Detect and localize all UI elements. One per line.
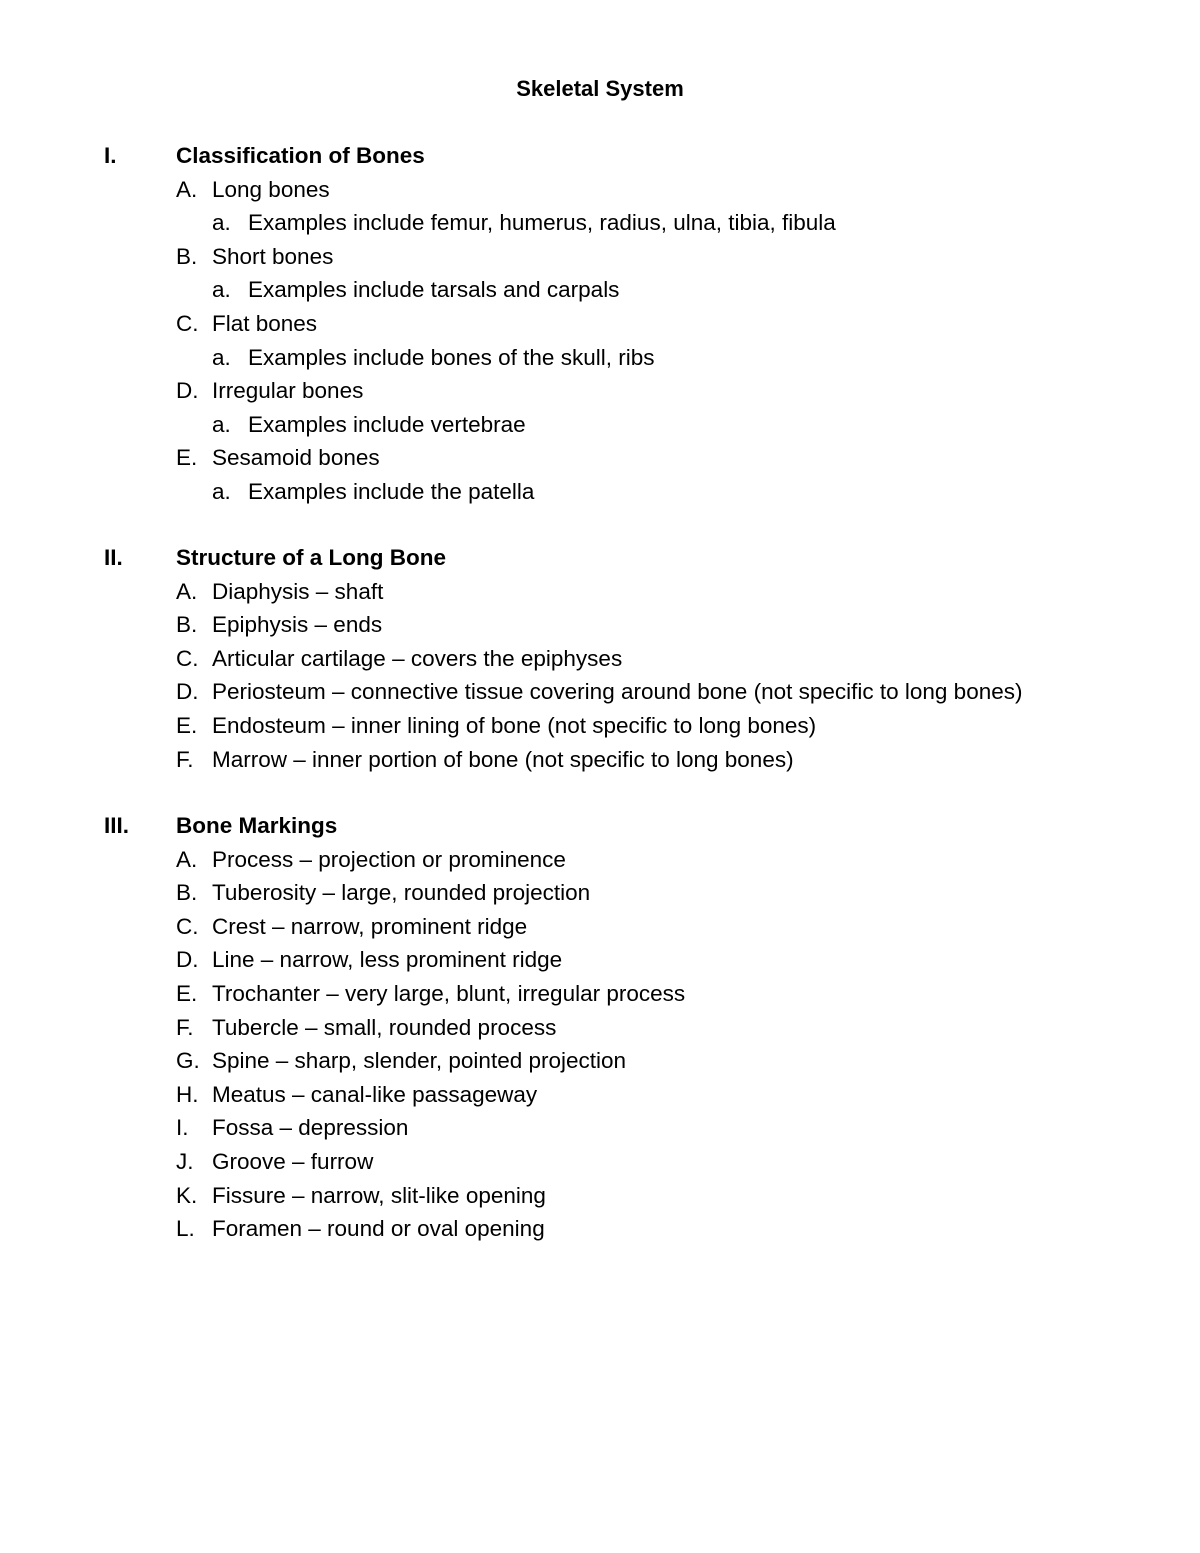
list-item (0, 1212, 1200, 1246)
list-item (0, 910, 1200, 944)
section-heading (0, 809, 1200, 843)
list-item-letter: D. (176, 378, 199, 404)
sub-list-item (0, 475, 1200, 509)
sub-list-item-letter: a. (212, 210, 231, 236)
sub-list-item-text: Examples include femur, humerus, radius, ulna, tibia, fibula (248, 210, 836, 236)
sub-list-item (0, 273, 1200, 307)
list-item-text: Foramen – round or oval opening (212, 1216, 545, 1242)
list-item (0, 1111, 1200, 1145)
list-item-letter: L. (176, 1216, 195, 1242)
list-item (0, 1044, 1200, 1078)
list-item (0, 374, 1200, 408)
section-title: Classification of Bones (176, 143, 425, 168)
list-item (0, 743, 1200, 777)
list-item (0, 876, 1200, 910)
list-item (0, 1145, 1200, 1179)
list-item-text: Endosteum – inner lining of bone (not specific to long bones) (212, 712, 817, 738)
list-item-text: Line – narrow, less prominent ridge (212, 947, 563, 973)
list-item-text: Articular cartilage – covers the epiphyses (212, 645, 623, 671)
sub-list-item-text: Examples include vertebrae (248, 411, 526, 437)
list-item-letter: A. (176, 176, 198, 202)
list-item-letter: F. (176, 746, 194, 772)
sub-list-item-text: Examples include tarsals and carpals (248, 277, 620, 303)
section-classification (0, 139, 1200, 509)
list-item-text: Marrow – inner portion of bone (not specific to long bones) (212, 746, 794, 772)
list-item-letter: C. (176, 645, 199, 671)
list-item-text: Short bones (212, 243, 334, 269)
list-item-text: Diaphysis – shaft (212, 578, 384, 604)
section-bone-markings (0, 809, 1200, 1246)
list-item-text: Fissure – narrow, slit-like opening (212, 1182, 546, 1208)
list-item-text: Epiphysis – ends (212, 612, 383, 638)
sub-list-item-text: Examples include bones of the skull, ribs (248, 344, 655, 370)
list-item-letter: F. (176, 1014, 194, 1040)
section-number: I. (104, 143, 117, 168)
list-item-text: Spine – sharp, slender, pointed projection (212, 1048, 627, 1074)
sub-list-item-letter: a. (212, 478, 231, 504)
list-item-letter: E. (176, 980, 198, 1006)
sub-list-item (0, 341, 1200, 375)
section-heading (0, 139, 1200, 173)
section-number: II. (104, 545, 123, 570)
list-item-text: Meatus – canal-like passageway (212, 1081, 538, 1107)
list-item-text: Flat bones (212, 310, 318, 336)
list-item-text: Crest – narrow, prominent ridge (212, 913, 528, 939)
list-item (0, 441, 1200, 475)
list-item-text: Tuberosity – large, rounded projection (212, 880, 591, 906)
list-item (0, 675, 1200, 709)
list-item (0, 608, 1200, 642)
list-item-text: Periosteum – connective tissue covering around bone (not specific to long bones) (212, 679, 1023, 705)
list-item (0, 1078, 1200, 1112)
section-number: III. (104, 813, 130, 838)
list-item-letter: E. (176, 445, 198, 471)
list-item (0, 977, 1200, 1011)
list-item (0, 642, 1200, 676)
sub-list-item-text: Examples include the patella (248, 478, 535, 504)
list-item-letter: J. (176, 1148, 194, 1174)
list-item (0, 1179, 1200, 1213)
list-item-text: Fossa – depression (212, 1115, 409, 1141)
list-item-letter: C. (176, 913, 199, 939)
list-item-letter: A. (176, 846, 198, 872)
list-item (0, 843, 1200, 877)
list-item (0, 943, 1200, 977)
page-title: Skeletal System (516, 76, 684, 101)
list-item (0, 240, 1200, 274)
sub-list-item-letter: a. (212, 344, 231, 370)
list-item (0, 709, 1200, 743)
list-item-letter: E. (176, 712, 198, 738)
list-item (0, 575, 1200, 609)
section-title: Structure of a Long Bone (176, 545, 446, 570)
list-item (0, 1011, 1200, 1045)
list-item-letter: D. (176, 679, 199, 705)
list-item-letter: I. (176, 1115, 189, 1141)
list-item-text: Sesamoid bones (212, 445, 380, 471)
sub-list-item (0, 206, 1200, 240)
list-item-letter: G. (176, 1048, 200, 1074)
list-item-letter: A. (176, 578, 198, 604)
list-item-letter: B. (176, 612, 198, 638)
list-item-letter: B. (176, 243, 198, 269)
list-item-letter: K. (176, 1182, 198, 1208)
list-item-letter: B. (176, 880, 198, 906)
sub-list-item (0, 408, 1200, 442)
list-item-text: Trochanter – very large, blunt, irregular process (212, 980, 686, 1006)
list-item-text: Process – projection or prominence (212, 846, 566, 872)
list-item-text: Irregular bones (212, 378, 364, 404)
list-item (0, 307, 1200, 341)
list-item-letter: D. (176, 947, 199, 973)
sub-list-item-letter: a. (212, 277, 231, 303)
list-item-text: Long bones (212, 176, 330, 202)
sub-list-item-letter: a. (212, 411, 231, 437)
list-item-letter: C. (176, 310, 199, 336)
list-item-text: Tubercle – small, rounded process (212, 1014, 557, 1040)
list-item-letter: H. (176, 1081, 199, 1107)
list-item (0, 173, 1200, 207)
section-title: Bone Markings (176, 813, 338, 838)
list-item-text: Groove – furrow (212, 1148, 374, 1174)
section-heading (0, 541, 1200, 575)
section-structure (0, 541, 1200, 776)
